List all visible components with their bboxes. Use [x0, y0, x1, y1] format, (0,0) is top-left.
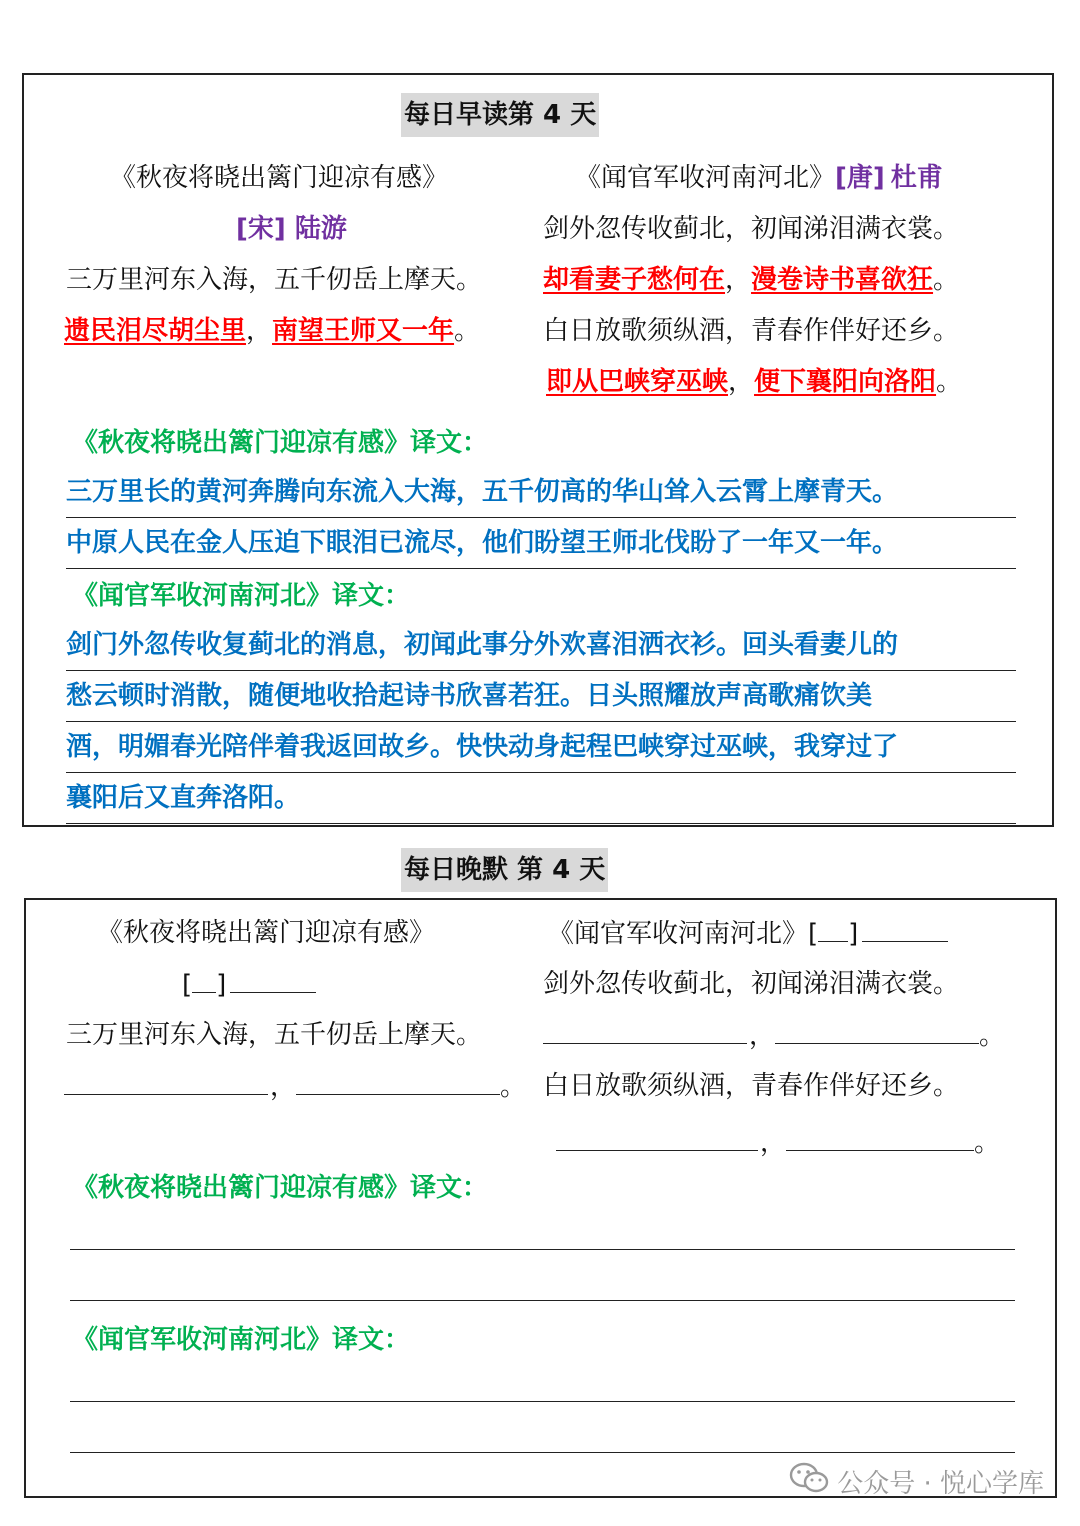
- evening-poem2-header: [548, 915, 948, 952]
- evening-trans1-heading: 《秋夜将晓出篱门迎凉有感》译文：: [72, 1173, 489, 1203]
- morning-poem2-line2b: 漫卷诗书喜欲狂: [751, 265, 934, 295]
- writing-line[interactable]: [70, 1401, 1015, 1402]
- morning-poem2-line4: [546, 364, 962, 400]
- morning-trans1-text: [66, 467, 1016, 569]
- evening-poem2-line3: 白日放歌须纵酒，青春作伴好还乡。: [543, 1071, 960, 1101]
- morning-trans2-heading: 《闻官军收河南河北》译文：: [72, 581, 411, 611]
- punct-comma: ，: [728, 367, 755, 397]
- evening-poem2-line1: 剑外忽传收蓟北，初闻涕泪满衣裳。: [543, 969, 960, 999]
- morning-poem2-dynasty: [唐]: [835, 163, 885, 193]
- bracket-open: [: [182, 970, 193, 1000]
- trans-line: 愁云顿时消散，随便地收拾起诗书欣喜若狂。日头照耀放声高歌痛饮美: [66, 671, 1016, 722]
- answer-blank[interactable]: [556, 1124, 758, 1151]
- dynasty-blank[interactable]: [818, 915, 848, 942]
- morning-poem2-line1: 剑外忽传收蓟北，初闻涕泪满衣裳。: [543, 214, 960, 244]
- morning-poem2-line2a: 却看妻子愁何在: [543, 265, 726, 295]
- evening-poem1-title: 《秋夜将晓出篱门迎凉有感》: [97, 918, 436, 948]
- writing-line[interactable]: [70, 1452, 1015, 1453]
- morning-poem1-dynasty: [宋]: [236, 214, 286, 244]
- answer-blank[interactable]: [775, 1017, 979, 1044]
- answer-blank[interactable]: [786, 1124, 974, 1151]
- watermark: [789, 1462, 1044, 1501]
- morning-poem1-line2b: 南望王师又一年: [272, 316, 455, 346]
- punct-comma: ，: [760, 1128, 787, 1158]
- morning-title: 每日早读第 4 天: [401, 93, 599, 137]
- punct-comma: ，: [246, 316, 273, 346]
- morning-poem2-line3: 白日放歌须纵酒，青春作伴好还乡。: [543, 316, 960, 346]
- punct-comma: ，: [270, 1072, 297, 1102]
- bracket-close: ]: [848, 919, 859, 949]
- punct-comma: ，: [749, 1021, 776, 1051]
- morning-poem2-line4b: 便下襄阳向洛阳: [754, 367, 937, 397]
- morning-poem1-byline: [236, 211, 347, 247]
- writing-line[interactable]: [70, 1249, 1015, 1250]
- evening-poem1-line2: [64, 1068, 526, 1105]
- evening-poem2-line2: [543, 1017, 1005, 1054]
- morning-poem1-title: 《秋夜将晓出篱门迎凉有感》: [110, 163, 449, 193]
- trans-line: 襄阳后又直奔洛阳。: [66, 773, 1016, 824]
- watermark-text: 公众号 · 悦心学库: [837, 1469, 1044, 1499]
- punct-period: 。: [974, 1128, 1001, 1158]
- evening-trans2-heading: 《闻官军收河南河北》译文：: [72, 1325, 411, 1355]
- morning-poem2-line4a: 即从巴峡穿巫峡: [546, 367, 729, 397]
- morning-poem1-line1: 三万里河东入海，五千仞岳上摩天。: [66, 265, 483, 295]
- punct-period: 。: [454, 316, 481, 346]
- morning-trans1-heading: 《秋夜将晓出篱门迎凉有感》译文：: [72, 428, 489, 458]
- trans-line: 酒，明媚春光陪伴着我返回故乡。快快动身起程巴峡穿过巫峡，我穿过了: [66, 722, 1016, 773]
- punct-period: 。: [933, 265, 960, 295]
- morning-poem1-line2: [64, 313, 480, 349]
- evening-poem1-byline: [182, 966, 316, 1003]
- bracket-close: ]: [216, 970, 227, 1000]
- morning-poem1-line2a: 遗民泪尽胡尘里: [64, 316, 247, 346]
- trans-line: 中原人民在金人压迫下眼泪已流尽，他们盼望王师北伐盼了一年又一年。: [66, 518, 1016, 569]
- author-blank[interactable]: [230, 966, 316, 993]
- answer-blank[interactable]: [64, 1068, 268, 1095]
- answer-blank[interactable]: [543, 1017, 747, 1044]
- dynasty-blank[interactable]: [192, 966, 216, 993]
- punct-period: 。: [979, 1021, 1006, 1051]
- author-blank[interactable]: [862, 915, 948, 942]
- bracket-open: [: [808, 919, 819, 949]
- morning-poem1-author: 陆游: [294, 214, 347, 244]
- evening-title: 每日晚默 第 4 天: [401, 848, 608, 892]
- morning-trans2-text: [66, 620, 1016, 824]
- trans-line: 剑门外忽传收复蓟北的消息，初闻此事分外欢喜泪洒衣衫。回头看妻儿的: [66, 620, 1016, 671]
- morning-poem2-title: 《闻官军收河南河北》: [575, 163, 836, 193]
- wechat-icon: [789, 1462, 829, 1501]
- answer-blank[interactable]: [296, 1068, 500, 1095]
- writing-line[interactable]: [70, 1300, 1015, 1301]
- morning-poem2-author: 杜甫: [890, 163, 943, 193]
- evening-poem1-line1: 三万里河东入海，五千仞岳上摩天。: [66, 1020, 483, 1050]
- punct-period: 。: [936, 367, 963, 397]
- morning-poem2-header: [575, 160, 943, 196]
- evening-poem2-title: 《闻官军收河南河北》: [548, 919, 809, 949]
- punct-period: 。: [500, 1072, 527, 1102]
- morning-poem2-line2: [543, 262, 959, 298]
- trans-line: 三万里长的黄河奔腾向东流入大海，五千仞高的华山耸入云霄上摩青天。: [66, 467, 1016, 518]
- punct-comma: ，: [725, 265, 752, 295]
- evening-poem2-line4: [556, 1124, 1000, 1161]
